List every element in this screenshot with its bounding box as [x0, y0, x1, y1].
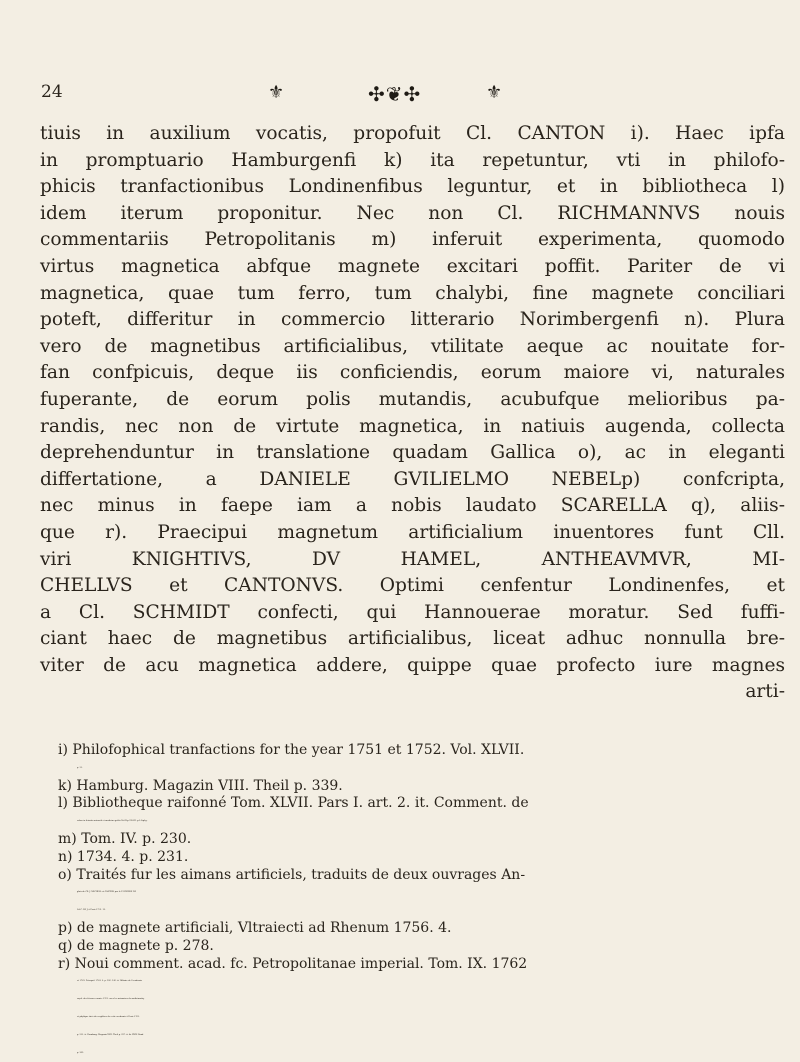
footnote-line: i) Philofophical tranfactions for the year 1751 et 1752. Vol. XLVII.: [58, 742, 525, 758]
body-line: differtatione, a DANIELE GVILIELMO NEBELp) confcripta,: [40, 468, 785, 490]
body-line: fuperante, de eorum polis mutandis, acubufque melioribus pa-: [40, 388, 785, 410]
body-line: deprehenduntur in translatione quadam Gallica o), ac in eleganti: [40, 442, 785, 464]
body-line: nec minus in faepe iam a nobis laudato SCARELLA q), aliis-: [40, 495, 785, 517]
footnote-line: royal. des fciences année 1761. avec les mémoires de mathématiq.: [77, 998, 145, 1001]
footnote-line: k) Hamburg. Magazin VIII. Theil p. 339.: [58, 777, 343, 794]
body-line: magnetica, quae tum ferro, tum chalybi, fine magnete conciliari: [40, 282, 785, 304]
page-number: 24: [41, 82, 63, 102]
footnote-line: p. 211. it. Hamburg. Magazin XVII. Theil p. 227. it. ib. XXIV. Band: [77, 1033, 144, 1036]
footnote-line: et phyfique tirés des regiftres de cette academie à Paris 1761.: [77, 1015, 140, 1018]
footnote-line: p. 31.: [77, 766, 83, 769]
footnote-line: q) de magnete p. 278.: [58, 937, 214, 954]
footnote-line: glois de Cll. J. MICHELL et CANTON par le P. RIVIERE DE: [77, 891, 137, 894]
body-line: fan confpicuis, deque iis conficiendis, eorum maiore vi, naturales: [40, 362, 785, 384]
ornament-left-icon: ⚜: [268, 82, 285, 103]
footnote-line: et 1763. Petropol. 1764. 4. p. 326. 340. it. Hiftoire de l'academie: [77, 980, 143, 983]
footnote-line: n) 1734. 4. p. 231.: [58, 848, 189, 865]
body-line: virtus magnetica abfque magnete excitari poffit. Pariter de vi: [40, 255, 785, 277]
footnote-line: p) de magnete artificiali, Vltraiecti ad Rhenum 1756. 4.: [58, 919, 452, 936]
body-line: viri KNIGHTIVS, DV HAMEL, ANTHEAVMVR, MI-: [40, 548, 785, 570]
footnote-line: l) Bibliotheque raifonné Tom. XLVII. Pars I. art. 2. it. Comment. de: [58, 795, 529, 812]
body-line: tiuis in auxilium vocatis, propofuit Cl. CANTON i). Haec ipfa: [40, 123, 785, 144]
ornament-right-icon: ⚜: [486, 82, 503, 103]
footnote-line: m) Tom. IV. p. 230.: [58, 830, 192, 847]
catchword: arti-: [745, 681, 785, 703]
body-line: CHELLVS et CANTONVS. Optimi cenfentur Londinenfes, et: [40, 575, 785, 597]
body-line: phicis tranfactionibus Londinenfibus leguntur, et in bibliotheca l): [40, 176, 785, 198]
footnotes: [58, 742, 785, 1062]
body-line: viter de acu magnetica addere, quippe quae profecto iure magnes: [40, 654, 785, 676]
footnote-line: p. 363.: [77, 1051, 84, 1054]
body-line: idem iterum proponitur. Nec non Cl. RICHMANNVS nouis: [40, 202, 785, 224]
body-text: [40, 121, 785, 706]
body-line: poteft, differitur in commercio litterario Norimbergenfi n). Plura: [40, 309, 785, 331]
footnote-line: o) Traités fur les aimans artificiels, traduits de deux ouvrages An-: [58, 866, 526, 883]
body-line: vero de magnetibus artificialibus, vtilitate aeque ac nouitate for-: [40, 335, 785, 357]
footnote-line: r) Noui comment. acad. fc. Petropolitanae imperial. Tom. IX. 1762: [58, 955, 528, 972]
body-line: in promptuario Hamburgenfi k) ita repetuntur, vti in philofo-: [40, 149, 785, 171]
body-line: ciant haec de magnetibus artificialibus, liceat adhuc nonnulla bre-: [40, 628, 785, 650]
footnote-line: LA C. DE J. à Paris 1752. 12.: [77, 909, 106, 912]
body-line: a Cl. SCHMIDT confecti, qui Hannouerae moratur. Sed fuffi-: [40, 601, 785, 623]
ornament-center-icon: ✣❦✣: [368, 82, 422, 106]
body-line: randis, nec non de virtute magnetica, in natiuis augenda, collecta: [40, 415, 785, 437]
body-line: commentariis Petropolitanis m) inferuit experimenta, quomodo: [40, 229, 785, 251]
body-line: que r). Praecipui magnetum artificialium inuentores funt Cll.: [40, 521, 785, 543]
page-header: [0, 82, 800, 110]
footnote-line: rebus in fcientia naturali et medicina geftis Vol.II.p.339.III. p.9.Lipf.g.: [77, 820, 148, 823]
